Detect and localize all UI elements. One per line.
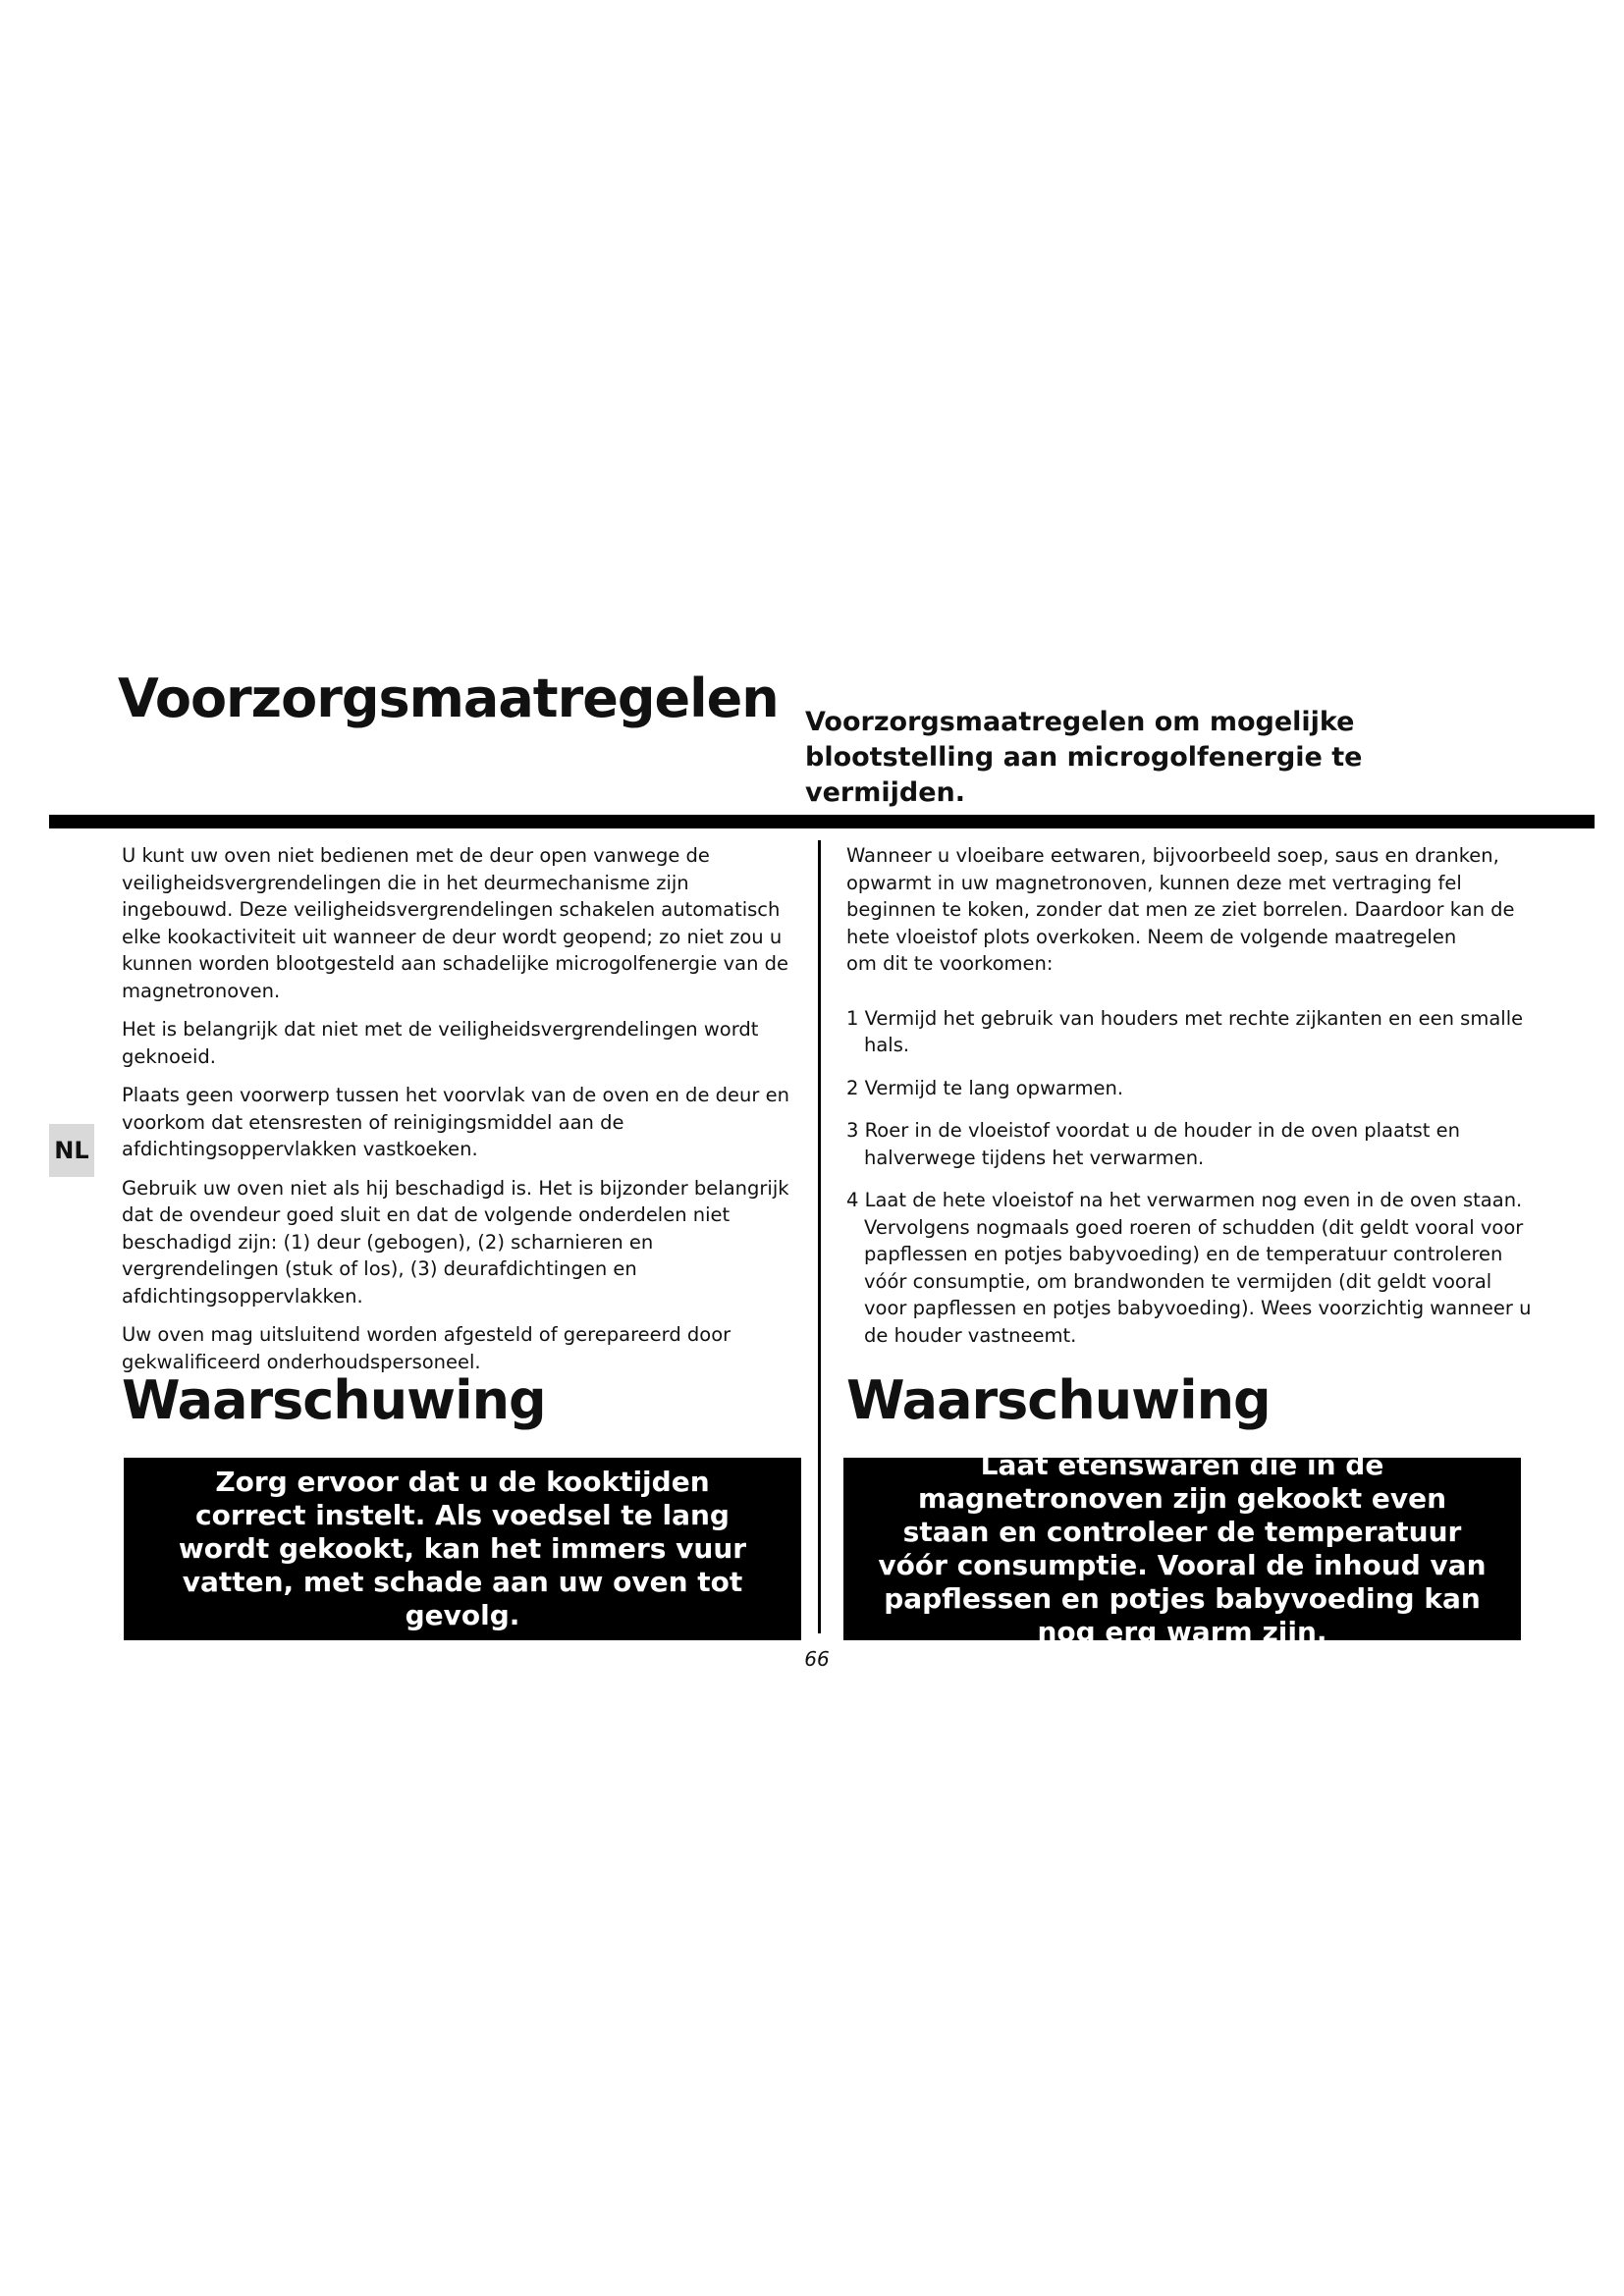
warning-text-right: Laat etenswaren die in de magnetronoven zijn gekookt even staan en controleer de temperatuur vóór consumptie. Vooral de inhoud van papflessen en potjes babyvoeding kan nog erg warm zijn. <box>878 1449 1487 1648</box>
paragraph-no-tampering: Het is belangrijk dat niet met de veiligheidsvergrendelingen wordt geknoeid. <box>122 1018 759 1068</box>
paragraph-no-objects: Plaats geen voorwerp tussen het voorvlak van de oven en de deur en voorkom dat etensresten of reinigingsmiddel aan de afdichtingsoppervlakken vastkoeken. <box>122 1084 789 1160</box>
right-column <box>846 842 1534 1364</box>
warning-heading-left: Waarschuwing <box>122 1369 546 1431</box>
warning-box-left <box>124 1458 801 1640</box>
paragraph-service-personnel: Uw oven mag uitsluitend worden afgesteld of gerepareerd door gekwalificeerd onderhoudspersoneel. <box>122 1323 731 1373</box>
page-number: 66 <box>804 1647 830 1671</box>
paragraph-safety-interlocks: U kunt uw oven niet bedienen met de deur open vanwege de veiligheidsvergrendelingen die in het deurmechanisme zijn ingebouwd. Deze veiligheidsvergrendelingen schakelen automatisch elke kookactiviteit uit wanneer de deur wordt geopend; zo niet zou u kunnen worden blootgesteld aan schadelijke microgolfenergie van de magnetronoven. <box>122 844 789 1002</box>
left-column <box>122 842 799 1387</box>
column-divider <box>818 840 821 1633</box>
warning-text-left: Zorg ervoor dat u de kooktijden correct instelt. Als voedsel te lang wordt gekookt, kan het immers vuur vatten, met schade aan uw oven tot gevolg. <box>178 1466 747 1631</box>
list-item-step-3: 3 Roer in de vloeistof voordat u de houder in de oven plaatst en halverwege tijdens het verwarmen. <box>846 1119 1460 1169</box>
language-tab: NL <box>49 1124 94 1177</box>
warning-heading-right: Waarschuwing <box>846 1369 1271 1431</box>
list-item-step-2: 2 Vermijd te lang opwarmen. <box>846 1076 1124 1099</box>
page-title: Voorzorgsmaatregelen <box>118 667 779 729</box>
list-item-step-1: 1 Vermijd het gebruik van houders met rechte zijkanten en een smalle hals. <box>846 1006 1524 1056</box>
warning-box-right <box>843 1449 1521 1648</box>
list-item-step-4: 4 Laat de hete vloeistof na het verwarmen nog even in de oven staan. Vervolgens nogmaals goed roeren of schudden (dit geldt vooral voor papflessen en potjes babyvoeding) en de temperatuur controleren vóór consumptie, om brandwonden te vermijden (dit geldt vooral voor papflessen en potjes babyvoeding). Wees voorzichtig wanneer u de houder vastneemt. <box>846 1189 1532 1347</box>
header-rule <box>49 815 1595 828</box>
section-subtitle: Voorzorgsmaatregelen om mogelijke blootstelling aan microgolfenergie te vermijden. <box>805 707 1363 808</box>
paragraph-damaged-oven: Gebruik uw oven niet als hij beschadigd is. Het is bijzonder belangrijk dat de ovendeur goed sluit en dat de volgende onderdelen niet beschadigd zijn: (1) deur (gebogen), (2) scharnieren en vergrendelingen (stuk of los), (3) deurafdichtingen en afdichtingsoppervlakken. <box>122 1176 789 1308</box>
paragraph-liquids-intro: Wanneer u vloeibare eetwaren, bijvoorbeeld soep, saus en dranken, opwarmt in uw magnetronoven, kunnen deze met vertraging fel beginnen te koken, zonder dat men ze ziet borrelen. Daardoor kan de hete vloeistof plots overkoken. Neem de volgende maatregelen om dit te voorkomen: <box>846 844 1515 975</box>
